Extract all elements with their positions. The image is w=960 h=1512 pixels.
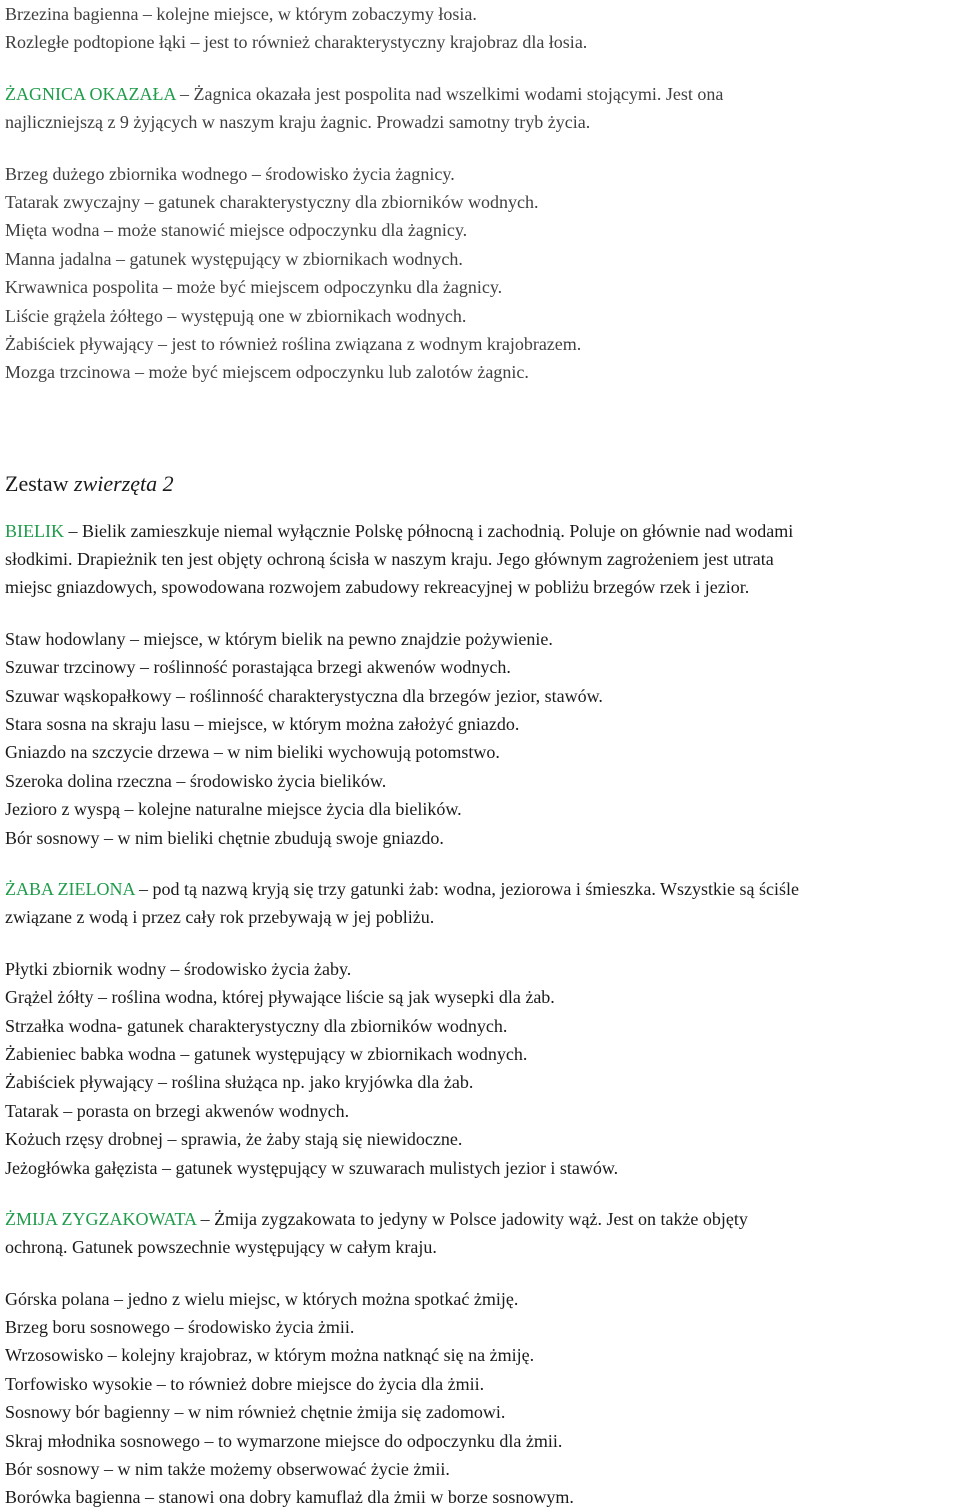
zagnica-section (5, 80, 956, 387)
intro-line: Rozległe podtopione łąki – jest to również charakterystyczny krajobraz dla łosia. (5, 32, 588, 53)
list-item: Sosnowy bór bagienny – w nim również chętnie żmija się zadomowi. (5, 1402, 506, 1423)
list-item: Tatarak zwyczajny – gatunek charakterystyczny dla zbiorników wodnych. (5, 191, 539, 212)
species-name: BIELIK (5, 520, 64, 541)
list-item: Szuwar trzcinowy – roślinność porastająca brzegi akwenów wodnych. (5, 657, 511, 678)
zaba-section (5, 875, 956, 1182)
species-name: ŻAGNICA OKAZAŁA (5, 83, 176, 104)
list-item: Manna jadalna – gatunek występujący w zbiornikach wodnych. (5, 248, 463, 269)
list-item: Brzeg dużego zbiornika wodnego – środowisko życia żagnicy. (5, 163, 455, 184)
list-item: Liście grążela żółtego – występują one w zbiornikach wodnych. (5, 305, 467, 326)
list-item: Jeżogłówka gałęzista – gatunek występujący w szuwarach mulistych jezior i stawów. (5, 1157, 619, 1178)
list-item: Bór sosnowy – w nim bieliki chętnie zbudują swoje gniazdo. (5, 827, 444, 848)
bielik-desc-line: słodkimi. Drapieżnik ten jest objęty ochroną ścisła w naszym kraju. Jego głównym zagrożeniem jest utrata (5, 549, 774, 570)
list-item: Brzeg boru sosnowego – środowisko życia żmii. (5, 1317, 355, 1338)
zmija-desc-line: ochroną. Gatunek powszechnie występujący w całym kraju. (5, 1237, 437, 1258)
zagnica-desc-line: najliczniejszą z 9 żyjących w naszym kraju żagnic. Prowadzi samotny tryb życia. (5, 112, 591, 133)
list-item: Krwawnica pospolita – może być miejscem odpoczynku dla żagnicy. (5, 277, 503, 298)
bielik-desc-line: BIELIK – Bielik zamieszkuje niemal wyłącznie Polskę północną i zachodnią. Poluje on głównie nad wodami (5, 520, 794, 541)
list-item: Żabieniec babka wodna – gatunek występujący w zbiornikach wodnych. (5, 1043, 528, 1064)
list-item: Górska polana – jedno z wielu miejsc, w których można spotkać żmiję. (5, 1288, 519, 1309)
list-item: Bór sosnowy – w nim także możemy obserwować życie żmii. (5, 1459, 450, 1480)
list-item: Tatarak – porasta on brzegi akwenów wodnych. (5, 1100, 350, 1121)
list-item: Żabiściek pływający – roślina służąca np. jako kryjówka dla żab. (5, 1072, 474, 1093)
list-item: Szeroka dolina rzeczna – środowisko życia bielików. (5, 770, 387, 791)
list-item: Strzałka wodna- gatunek charakterystyczny dla zbiorników wodnych. (5, 1015, 508, 1036)
list-item: Jezioro z wyspą – kolejne naturalne miejsce życia dla bielików. (5, 799, 462, 820)
zaba-desc-line: związane z wodą i przez cały rok przebywają w jej pobliżu. (5, 907, 435, 928)
list-item: Mozga trzcinowa – może być miejscem odpoczynku lub zalotów żagnic. (5, 362, 529, 383)
zaba-desc-line: ŻABA ZIELONA – pod tą nazwą kryją się trzy gatunki żab: wodna, jeziorowa i śmieszka. Wszystkie są ściśle (5, 878, 799, 899)
bielik-desc-line: miejsc gniazdowych, spowodowana rozwojem zabudowy rekreacyjnej w pobliżu brzegów rzek i jezior. (5, 577, 750, 598)
list-item: Grążel żółty – roślina wodna, której pływające liście są jak wysepki dla żab. (5, 987, 555, 1008)
list-item: Kożuch rzęsy drobnej – sprawia, że żaby stają się niewidoczne. (5, 1129, 463, 1150)
bielik-section (5, 517, 956, 852)
list-item: Borówka bagienna – stanowi ona dobry kamuflaż dla żmii w borze sosnowym. (5, 1487, 574, 1508)
list-item: Staw hodowlany – miejsce, w którym bielik na pewno znajdzie pożywienie. (5, 628, 553, 649)
list-item: Żabiściek pływający – jest to również roślina związana z wodnym krajobrazem. (5, 333, 582, 354)
list-item: Skraj młodnika sosnowego – to wymarzone miejsce do odpoczynku dla żmii. (5, 1430, 563, 1451)
list-item: Stara sosna na skraju lasu – miejsce, w którym można założyć gniazdo. (5, 714, 520, 735)
list-item: Płytki zbiornik wodny – środowisko życia żaby. (5, 958, 352, 979)
zmija-desc-line: ŻMIJA ZYGZAKOWATA – Żmija zygzakowata to jedyny w Polsce jadowity wąż. Jest on także objęty (5, 1208, 748, 1229)
zmija-section (5, 1205, 956, 1512)
set-heading: Zestaw zwierzęta 2 (5, 470, 174, 496)
species-name: ŻMIJA ZYGZAKOWATA (5, 1208, 197, 1229)
list-item: Mięta wodna – może stanowić miejsce odpoczynku dla żagnicy. (5, 220, 468, 241)
list-item: Gniazdo na szczycie drzewa – w nim bieliki wychowują potomstwo. (5, 742, 500, 763)
zagnica-desc-line: ŻAGNICA OKAZAŁA – Żagnica okazała jest pospolita nad wszelkimi wodami stojącymi. Jest ona (5, 83, 724, 104)
list-item: Wrzosowisko – kolejny krajobraz, w którym można natknąć się na żmiję. (5, 1345, 535, 1366)
intro-section (5, 0, 956, 57)
list-item: Szuwar wąskopałkowy – roślinność charakterystyczna dla brzegów jezior, stawów. (5, 685, 603, 706)
list-item: Torfowisko wysokie – to również dobre miejsce do życia dla żmii. (5, 1373, 485, 1394)
intro-line: Brzezina bagienna – kolejne miejsce, w którym zobaczymy łosia. (5, 4, 477, 24)
species-name: ŻABA ZIELONA (5, 878, 135, 899)
